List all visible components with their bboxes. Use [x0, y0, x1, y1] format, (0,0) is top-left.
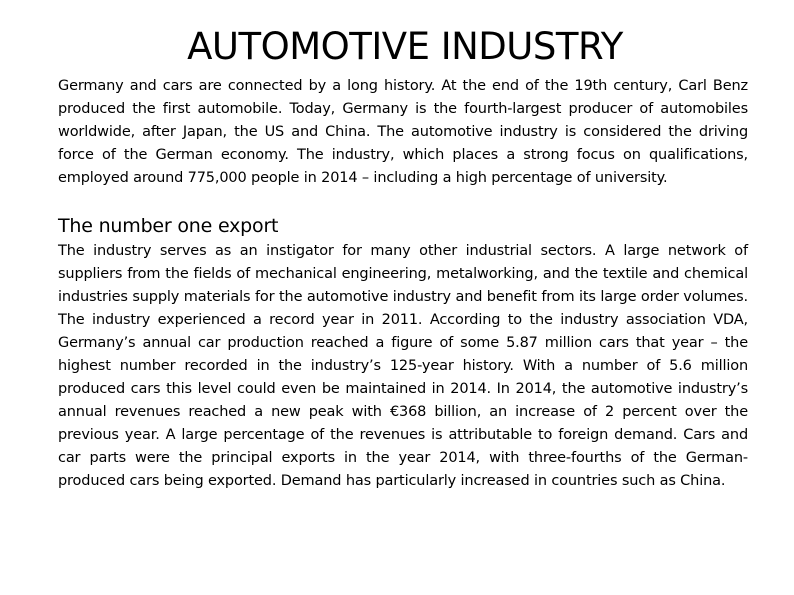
intro-paragraph: Germany and cars are connected by a long history. At the end of the 19th century, Carl Benz produced the first automobile. Today, Germany is the fourth-largest producer of automobiles worldwide, after Japan, the US and China. The automotive industry is considered the driving force of the German economy. The industry, which places a strong focus on qualifications, employed around 775,000 people in 2014 – including a high percentage of university. [58, 78, 748, 186]
section-heading: The number one export [58, 215, 279, 237]
section-paragraph: The industry serves as an instigator for many other industrial sectors. A large network of suppliers from the fields of mechanical engineering, metalworking, and the textile and chemical industries supply materials for the automotive industry and benefit from its large order volumes. The industry experienced a record year in 2011. According to the industry association VDA, Germany’s annual car production reached a figure of some 5.87 million cars that year – the highest number recorded in the industry’s 125-year history. With a number of 5.6 million produced cars this level could even be maintained in 2014. In 2014, the automotive industry’s annual revenues reached a new peak with €368 billion, an increase of 2 percent over the previous year. A large percentage of the revenues is attributable to foreign demand. Cars and car parts were the principal exports in the year 2014, with three-fourths of the German-produced cars being exported. Demand has particularly increased in countries such as China. [58, 243, 748, 489]
slide-title: AUTOMOTIVE INDUSTRY [187, 25, 623, 68]
